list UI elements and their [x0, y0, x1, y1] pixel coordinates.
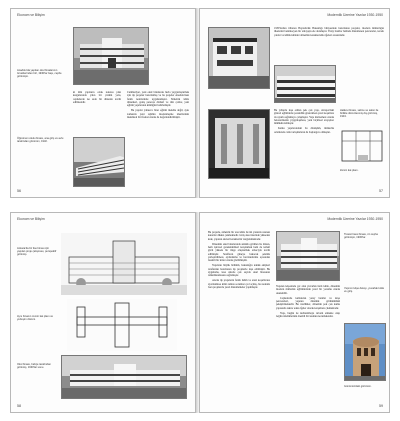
caption-top: Ticaret lisesi binası, ön cephe görünüşü, 1930'lar. — [344, 233, 379, 240]
paragraph: Dönemin okul binalarında sıklıkla görülen bu düzen, hem işlevsel gereksinimleri karşılamak hem de temsil gücü yüksek bir imge oluşturmak amacıyla tercih edilmiştir. Sınıfların güneye bakacak şekilde yerleştirilmesi, aydınlatma ve havalandırma açısından önemli bir kriter olarak görülmüştür. — [208, 242, 270, 263]
page-58 — [10, 212, 196, 413]
page-number: 59 — [379, 404, 383, 408]
caption-bottom: Günümüzdeki görünüm. — [344, 385, 372, 388]
photo-modern-building-2 — [274, 65, 336, 103]
caption-top: Anadolu'da yapılan okul binalarının örneklerinden biri, 1930'lar başı, cephe görünüşü. — [17, 69, 62, 79]
site-plan — [67, 299, 177, 351]
photo-modern-building-1 — [208, 27, 270, 89]
body-text-column-1 — [208, 231, 270, 403]
body-text-2 — [127, 91, 189, 181]
page-57 — [199, 8, 390, 198]
page-59 — [199, 212, 390, 413]
perspective-drawing — [61, 233, 187, 295]
photo-interior-hall — [208, 109, 270, 179]
page-56 — [10, 8, 196, 198]
body-text-2 — [274, 109, 334, 181]
photo-school-building-bottom — [73, 137, 125, 187]
photo-school-garden-view — [61, 355, 187, 399]
body-text-column-2 — [276, 285, 340, 403]
paragraph: Ancak tip projelerin farklı iklim ve arazi koşullarına uyarlanması kimi zaman sorunlara yol açmış, bu nedenle bazı projelerde yerel düzenlemeler yapılmıştır. — [208, 279, 270, 289]
photo-commerce-school — [276, 231, 340, 281]
body-text — [73, 91, 121, 131]
paragraph: Yapının köşesinde yer alan yuvarlak hatlı kütle, dönemin modern mimarlık eğilimlerinin yerel bir yorumu olarak okunabilir. — [276, 285, 340, 295]
caption-plan: Zemin kat planı. — [340, 169, 359, 172]
paragraph: ki tüm yapıların ortak noktası plan kurgularında yalın bir çözüm yolu, cephelerde ise sade bir düzenin tercih edilmesidir. — [73, 91, 121, 105]
paragraph: Bu yapılar yalnızca birer eğitim mekânı değil, aynı zamanda yeni rejimin modernleşme ideallerinin mekânsal bir ifadesi olarak da değerlendirilmiştir. — [127, 109, 189, 119]
paragraph: 1930'lardan itibaren Bayındırlık Bakanlığı bünyesinde hazırlanan projeler, modern mimarlığın ilkelerini benimseyen bir anlayışla ele alınmıştır. Yatay bantlar halinde düzenlenen pencereler, teraslı çatılar ve kübik kütleler dönemin karakteristik öğeleri arasındadır. — [274, 27, 384, 37]
page-number: 57 — [379, 189, 383, 193]
page-number: 58 — [17, 404, 21, 408]
body-text — [274, 27, 384, 63]
running-header: Ekonom ve Bilişim — [17, 13, 45, 17]
photo-corner-building-color — [344, 323, 386, 381]
caption-right: Yapının köşe detayı, yuvarlak kütle ve giriş. — [344, 287, 385, 294]
running-header: Modernlik Üzerine Yazılar 1930-1950 — [327, 13, 383, 17]
caption-3: Okul binası, bahçe tarafından görünüş, 1930'lar sonu. — [17, 363, 51, 370]
running-header: Ekonom ve Bilişim — [17, 217, 45, 221]
caption-2: Aynı binanın zemin kat planı ve yerleşim düzeni. — [17, 315, 53, 322]
photo-school-building-top — [73, 27, 149, 85]
paragraph: Yapıların büyük bölümü, bakanlığın teknik ekipleri tarafından hazırlanan tip projelerle inşa edilmiştir. Bu uygulama, kısa sürede çok sayıda okul binasının tamamlanmasını sağlamıştır. — [208, 264, 270, 278]
caption-right: Halkevi binası, sahne ve salon ile birlikte düzenlenmiş dış görünüş, 1934. — [340, 109, 379, 119]
paragraph: Yapı, bugün de kullanılmaya devam etmekte olup özgün niteliklerinin önemli bir kısmını korumaktadır. — [276, 311, 340, 318]
running-header: Modernlik Üzerine Yazılar 1930-1950 — [327, 217, 383, 221]
caption-bottom: Öğretmen okulu binası, ana giriş ve avlu tarafından görünüm, 1932. — [17, 137, 64, 144]
paragraph: Cumhuriyet, yeni okul binalarını hızla yaygınlaştırmak için tip projeler hazırlatmış ve bu projeler Anadolu'nun farklı kentlerinde uygulanmıştır. Simetrik kütle düzenleri, geniş pencere dizileri ve düz çatılar, yeni eğitim yapılarının kimliğini belirlemiştir. — [127, 91, 189, 108]
floor-plan — [340, 127, 384, 167]
paragraph: Bu projede, simetrik bir ana kütle ile iki yanında uzanan kanatlar dikkat çekmektedir. Giriş aksı üzerinde yükselen kule, yapının anıtsal karakterini vurgulamaktadır. — [208, 231, 270, 241]
caption-1: Ankara'da bir lise binası için yapılan proje çalışması, perspektif görünüş. — [17, 247, 57, 257]
paragraph: Kamu yapılarındaki bu dönüşüm, mimarlık ortamında canlı tartışmaların da başlangıcı olmuştur. — [274, 127, 334, 134]
paragraph: Bu yıllarda inşa edilen pek çok yapı, Avrupa'daki güncel eğilimlerle paralellik gösterirken yerel koşullara da uyum sağlamaya çalışmıştır. Yapı malzemesi olarak betonarmenin yaygınlaşması, yeni biçimsel arayışları mümkün kılmıştır. — [274, 109, 334, 126]
paragraph: Cephelerde kullanılan yatay bantlar ve köşe pencereleri, yapının dinamik görünümünü pekiştirmektedir. Bu özellikler, dönemin pek çok kamu yapısında tekrar eden öğeler olarak karşımıza çıkmaktadır. — [276, 296, 340, 310]
page-number: 56 — [17, 189, 21, 193]
